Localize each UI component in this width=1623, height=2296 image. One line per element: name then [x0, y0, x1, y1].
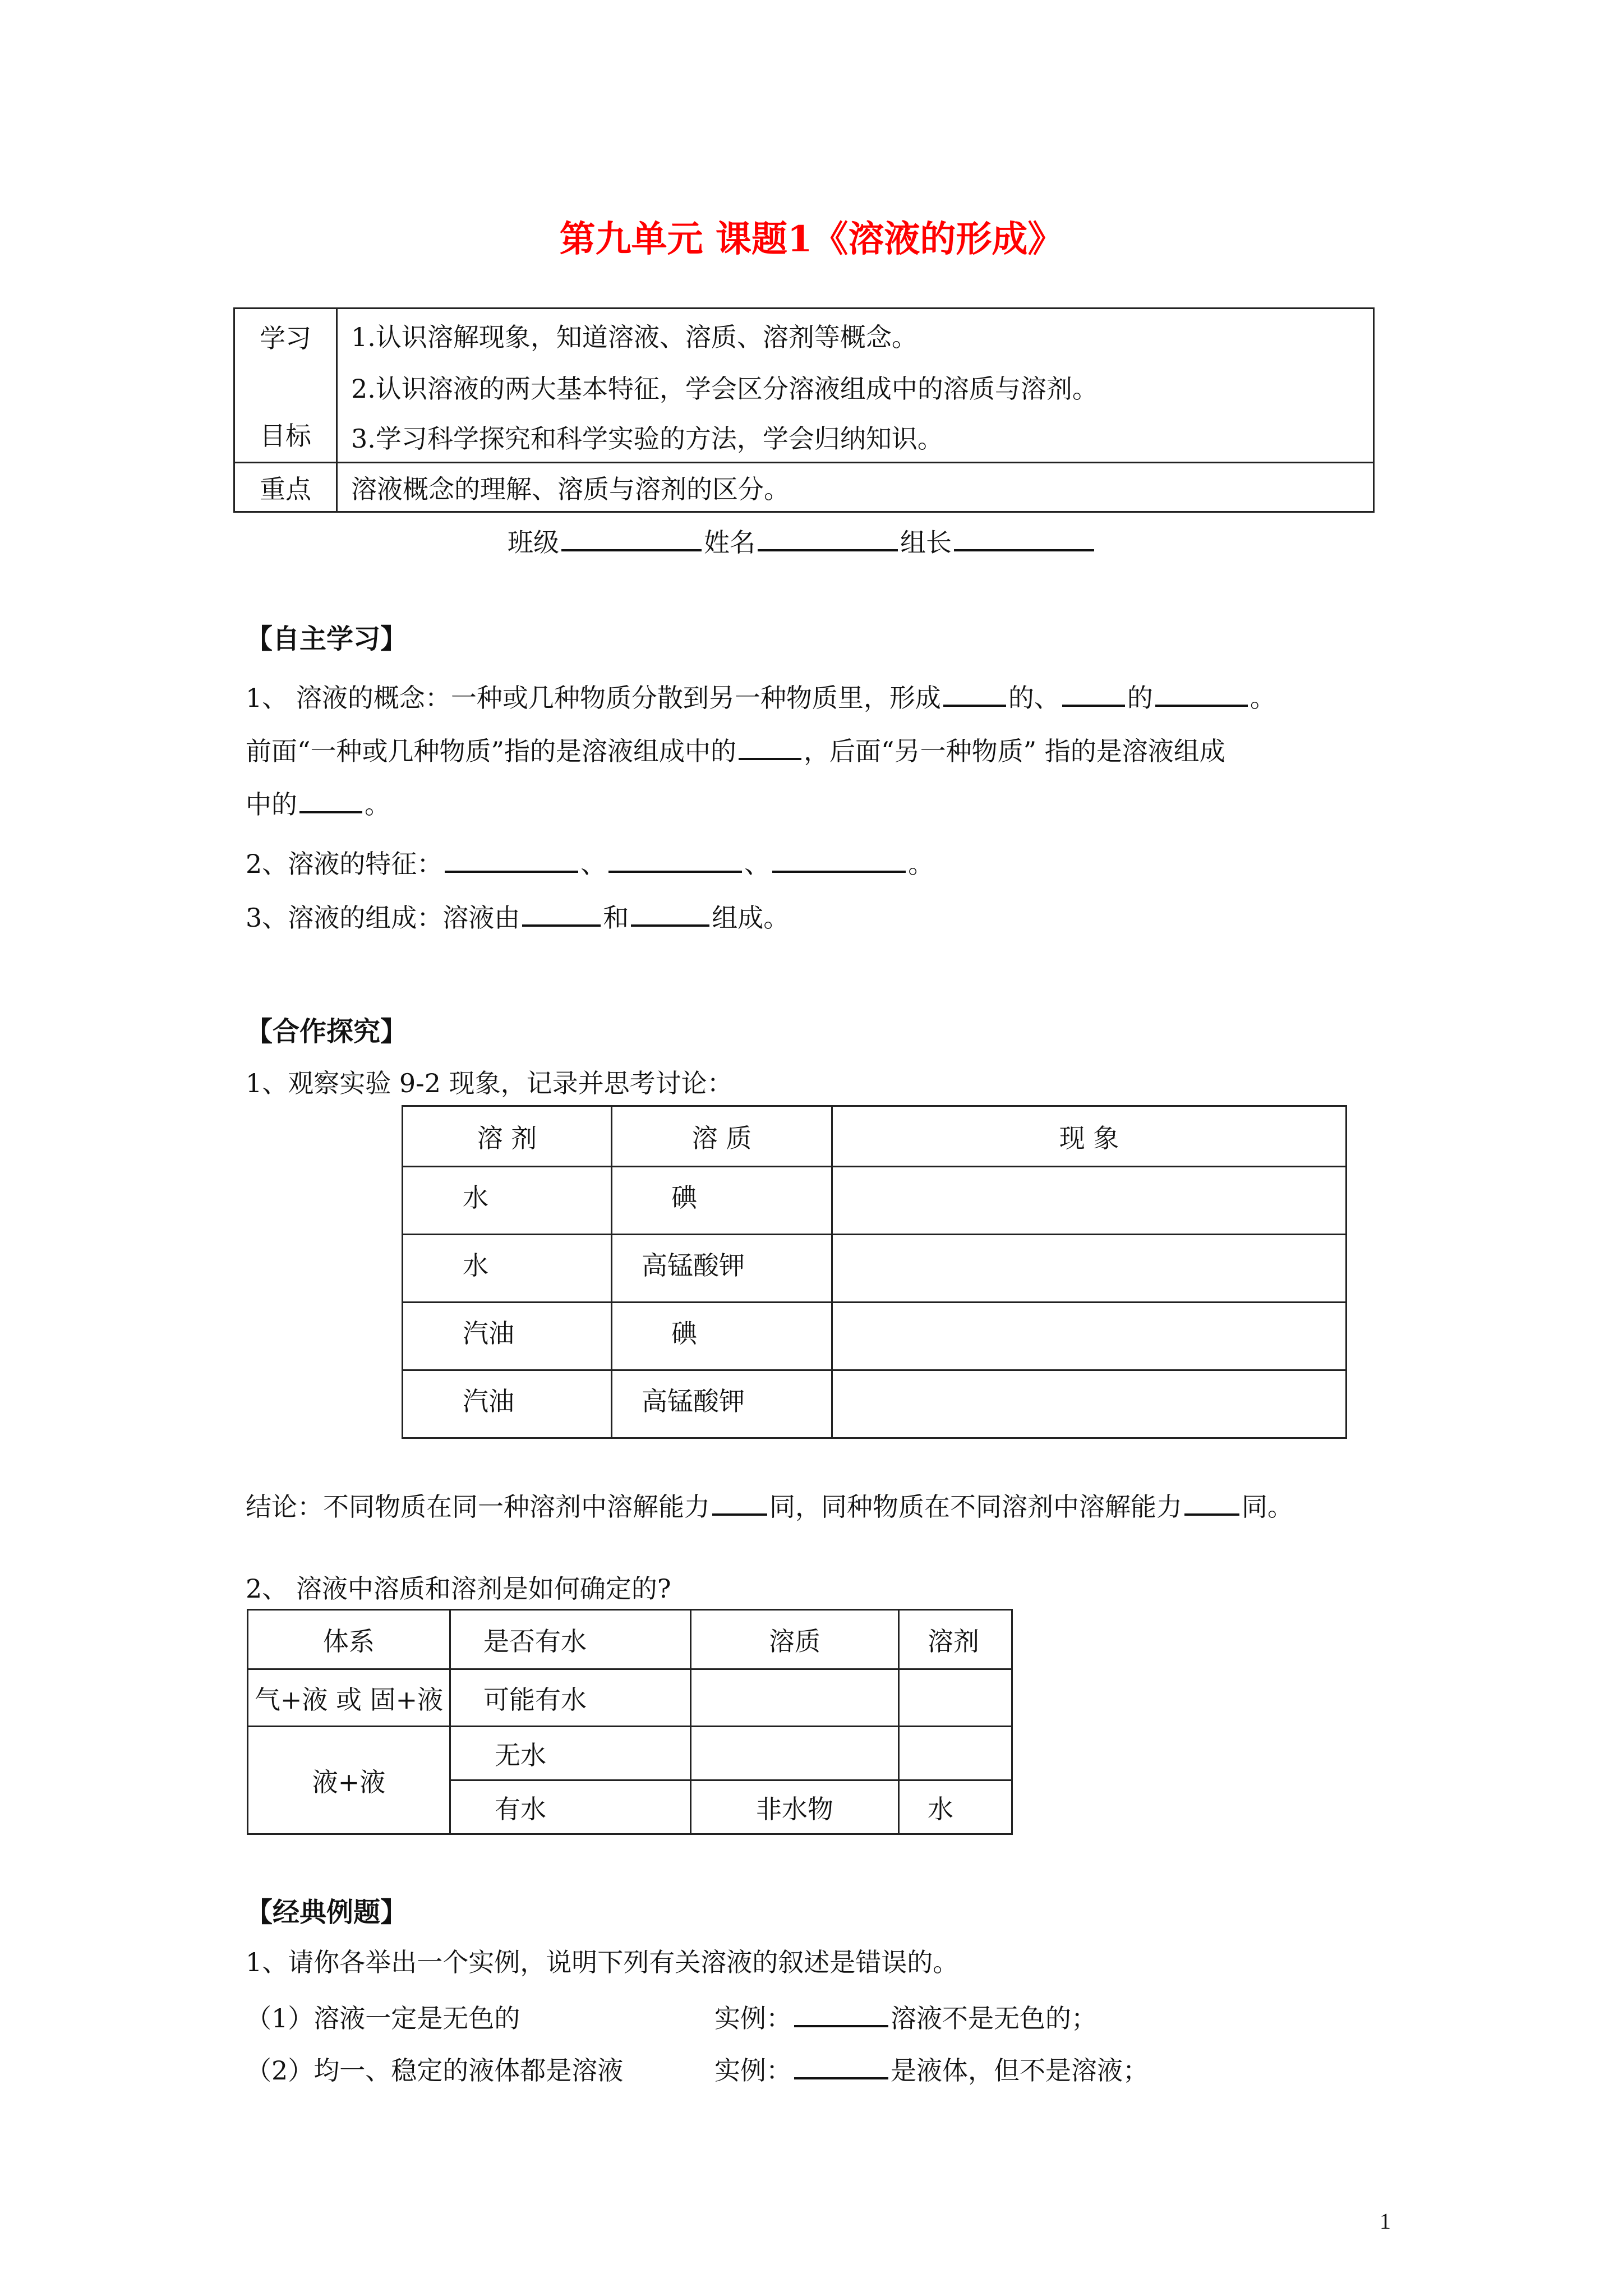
example-item-1: （1）溶液一定是无色的 实例： 溶液不是无色的； [246, 2000, 1097, 2031]
table-row: 气+液 或 固+液 可能有水 [248, 1669, 1012, 1727]
table-row: 水 高锰酸钾 [403, 1235, 1347, 1303]
goals-label-bottom: 目标 [260, 421, 311, 451]
page-title: 第九单元 课题1《溶液的形成》 [559, 218, 1064, 260]
goal-item: 1.认识溶解现象，知道溶液、溶质、溶剂等概念。 [337, 309, 1374, 362]
leader-label: 组长 [900, 527, 952, 558]
goals-label-cell [234, 309, 337, 463]
cooperative-q1: 1、观察实验 9-2 现象，记录并思考讨论： [246, 1068, 733, 1098]
answer-cell[interactable] [691, 1669, 899, 1727]
key-text-cell [337, 463, 1374, 512]
answer-blank[interactable] [794, 2000, 888, 2027]
answer-blank[interactable] [299, 786, 362, 813]
key-text: 溶液概念的理解、溶质与溶剂的区分。 [351, 473, 790, 504]
example-item-2: （2）均一、稳定的液体都是溶液 实例： 是液体，但不是溶液； [246, 2053, 1149, 2083]
table-row: 液+液 无水 [248, 1727, 1012, 1780]
observation-cell[interactable] [832, 1235, 1347, 1303]
cooperative-heading: 【合作探究】 [246, 1016, 408, 1047]
answer-blank[interactable] [631, 900, 709, 927]
table-row: 汽油 高锰酸钾 [403, 1370, 1347, 1438]
examples-q1: 1、请你各举出一个实例，说明下列有关溶液的叙述是错误的。 [246, 1947, 959, 1977]
goals-label-top: 学习 [260, 323, 311, 353]
answer-blank[interactable] [712, 1489, 767, 1516]
solute-solvent-table [247, 1609, 1013, 1835]
answer-blank[interactable] [772, 846, 906, 873]
table-header: 现 象 [832, 1106, 1347, 1167]
answer-blank[interactable] [608, 846, 742, 873]
self-study-heading: 【自主学习】 [246, 623, 408, 655]
conclusion-line: 结论：不同物质在同一种溶剂中溶解能力 同，同种物质在不同溶剂中溶解能力 同。 [246, 1489, 1293, 1520]
answer-blank[interactable] [943, 680, 1006, 707]
table-header: 溶质 [691, 1610, 899, 1669]
answer-blank[interactable] [739, 733, 801, 760]
table-header: 溶 质 [612, 1106, 832, 1167]
table-row: 水 碘 [403, 1167, 1347, 1235]
name-blank[interactable] [758, 524, 898, 551]
answer-cell[interactable] [691, 1727, 899, 1780]
self-study-q2: 2、溶液的特征： 、 、 。 [246, 846, 934, 877]
name-label: 姓名 [704, 527, 755, 558]
table-row: 汽油 碘 [403, 1303, 1347, 1370]
class-blank[interactable] [561, 524, 702, 551]
answer-blank[interactable] [1184, 1489, 1239, 1516]
table-header: 体系 [248, 1610, 450, 1669]
self-study-q1-line1: 1、 溶液的概念：一种或几种物质分散到另一种物质里，形成 的、 的 。 [246, 680, 1276, 711]
answer-blank[interactable] [445, 846, 578, 873]
goal-item: 3.学习科学探究和科学实验的方法，学会归纳知识。 [337, 412, 1374, 463]
page-number: 1 [1380, 2208, 1391, 2234]
table-header: 是否有水 [450, 1610, 691, 1669]
answer-blank[interactable] [1155, 680, 1248, 707]
observation-cell[interactable] [832, 1370, 1347, 1438]
answer-blank[interactable] [1062, 680, 1125, 707]
answer-blank[interactable] [522, 900, 601, 927]
key-label-cell [234, 463, 337, 512]
observation-cell[interactable] [832, 1167, 1347, 1235]
self-study-q1-line2: 前面“一种或几种物质”指的是溶液组成中的 ，后面“另一种物质” 指的是溶液组成 [246, 733, 1225, 764]
table-header: 溶剂 [899, 1610, 1012, 1669]
key-label: 重点 [260, 473, 311, 504]
goal-item: 2.认识溶液的两大基本特征，学会区分溶液组成中的溶质与溶剂。 [337, 362, 1374, 412]
cooperative-q2: 2、 溶液中溶质和溶剂是如何确定的? [246, 1573, 671, 1604]
table-header: 溶 剂 [403, 1106, 612, 1167]
answer-cell[interactable] [899, 1669, 1012, 1727]
self-study-q3: 3、溶液的组成：溶液由 和 组成。 [246, 900, 789, 931]
answer-blank[interactable] [794, 2053, 888, 2079]
self-study-q1-line3: 中的 。 [246, 786, 390, 817]
class-label: 班级 [508, 527, 559, 558]
table-row: 有水 非水物 水 [248, 1780, 1012, 1834]
student-info-line [508, 524, 1096, 558]
goals-table [233, 307, 1375, 513]
observation-cell[interactable] [832, 1303, 1347, 1370]
examples-heading: 【经典例题】 [246, 1897, 408, 1928]
experiment-table [402, 1105, 1347, 1439]
leader-blank[interactable] [954, 524, 1094, 551]
answer-cell[interactable] [899, 1727, 1012, 1780]
